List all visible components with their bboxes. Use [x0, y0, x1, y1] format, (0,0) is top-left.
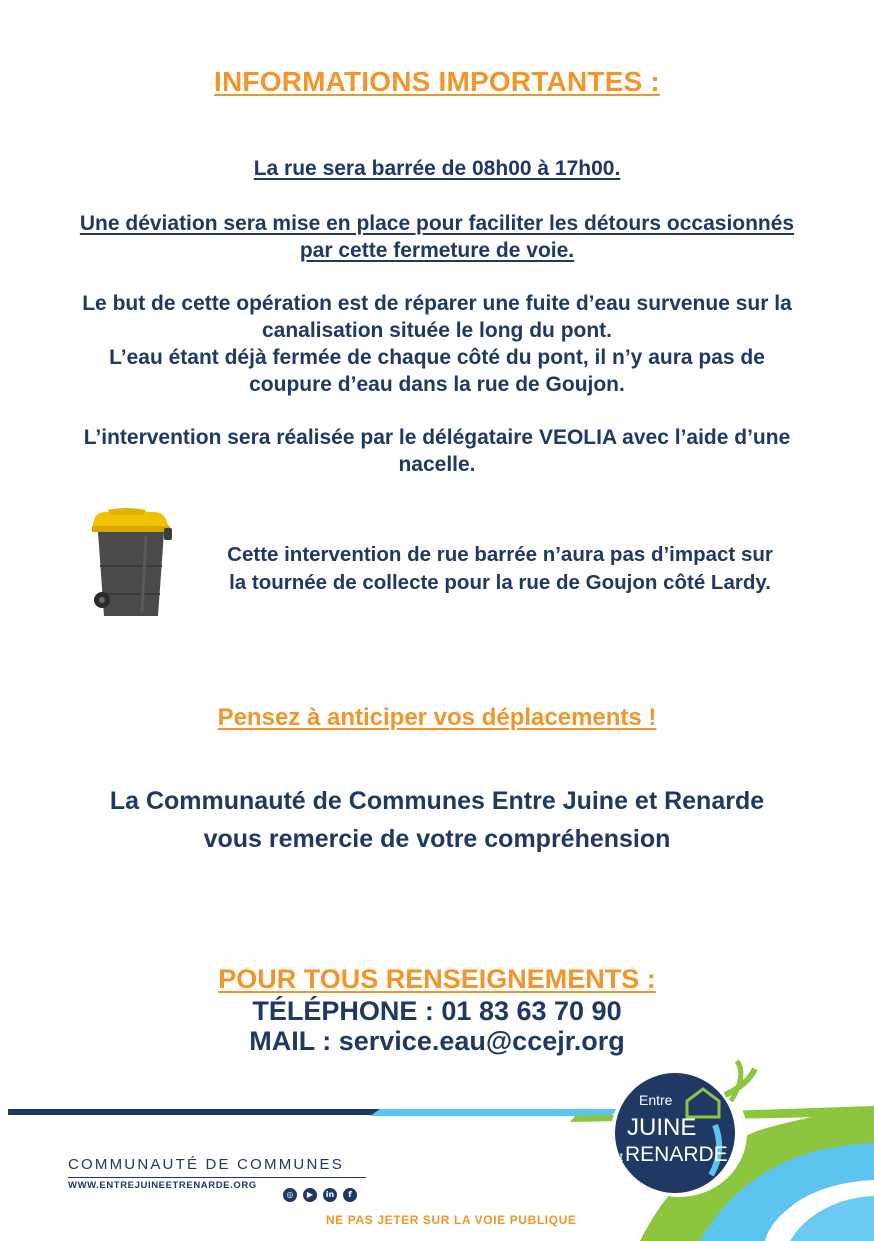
intervention-line-1: L’intervention sera réalisée par le délégataire VEOLIA avec l’aide d’une — [83, 426, 791, 449]
purpose-line-2: canalisation située le long du pont. — [261, 319, 613, 342]
footer-divider — [68, 1177, 366, 1178]
intervention-paragraph — [0, 424, 874, 478]
logo-text-juine: JUINE — [627, 1114, 697, 1141]
contact-phone: TÉLÉPHONE : 01 83 63 70 90 — [252, 996, 622, 1026]
anticipate-heading: Pensez à anticiper vos déplacements ! — [217, 704, 657, 731]
thanks-paragraph — [0, 782, 874, 858]
facebook-icon[interactable]: f — [343, 1188, 357, 1202]
thanks-line-1: La Communauté de Communes Entre Juine et Renarde — [109, 787, 765, 815]
purpose-line-1: Le but de cette opération est de réparer une fuite d’eau survenue sur la — [82, 292, 792, 315]
footer-cc-label: COMMUNAUTÉ DE COMMUNES — [68, 1156, 344, 1173]
deviation-line-2: par cette fermeture de voie. — [299, 239, 575, 262]
deviation-line-1: Une déviation sera mise en place pour faciliter les détours occasionnés — [79, 212, 795, 235]
linkedin-icon[interactable]: in — [323, 1188, 337, 1202]
intervention-line-2: nacelle. — [398, 453, 476, 476]
closure-hours: La rue sera barrée de 08h00 à 17h00. — [253, 157, 621, 180]
purpose-paragraph — [0, 290, 874, 398]
logo-text-renarde: RENARDE — [625, 1143, 728, 1166]
thanks-line-2: vous remercie de votre compréhension — [203, 825, 671, 853]
collection-line-1: Cette intervention de rue barrée n’aura pas d’impact sur — [227, 543, 773, 566]
no-litter-notice: NE PAS JETER SUR LA VOIE PUBLIQUE — [326, 1213, 577, 1227]
purpose-line-3: L’eau étant déjà fermée de chaque côté du pont, il n’y aura pas de — [109, 346, 765, 369]
waste-bin-icon — [86, 506, 176, 624]
footer-website[interactable]: WWW.ENTREJUINEETRENARDE.ORG — [68, 1180, 257, 1191]
deviation-notice — [0, 210, 874, 264]
instagram-icon[interactable]: ◎ — [283, 1188, 297, 1202]
page-title: INFORMATIONS IMPORTANTES : — [214, 66, 660, 97]
entre-juine-renarde-logo — [607, 1055, 767, 1201]
logo-text-entre: Entre — [639, 1092, 673, 1108]
contact-heading: POUR TOUS RENSEIGNEMENTS : — [218, 964, 656, 994]
social-links — [283, 1188, 357, 1202]
logo-text-et: et — [613, 1150, 624, 1164]
collection-line-2: la tournée de collecte pour la rue de Goujon côté Lardy. — [229, 571, 771, 594]
purpose-line-4: coupure d’eau dans la rue de Goujon. — [249, 373, 625, 396]
collection-notice — [180, 541, 820, 597]
youtube-icon[interactable]: ▶ — [303, 1188, 317, 1202]
contact-mail: MAIL : service.eau@ccejr.org — [249, 1026, 625, 1056]
